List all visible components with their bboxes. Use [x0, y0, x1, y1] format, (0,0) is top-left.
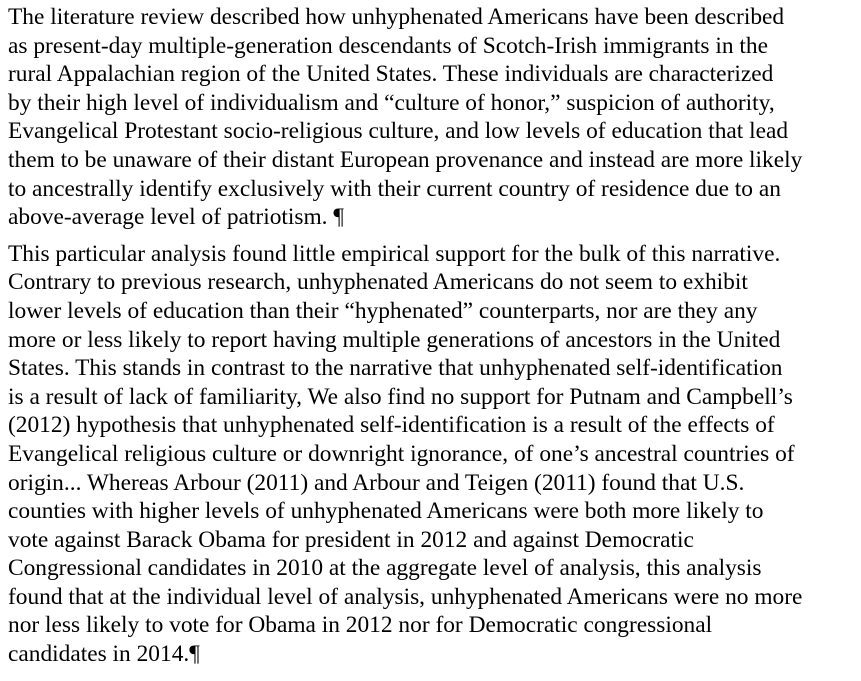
text-line: States. This stands in contrast to the narrative that unhyphenated self-identification: [8, 355, 783, 382]
text-line: Evangelical religious culture or downright ignorance, of one’s ancestral countries of: [8, 440, 795, 467]
text-line: The literature review described how unhyphenated Americans have been described: [8, 4, 785, 30]
text-line: as present-day multiple-generation descendants of Scotch-Irish immigrants in the: [8, 32, 768, 59]
text-line: origin... Whereas Arbour (2011) and Arbour and Teigen (2011) found that U.S.: [8, 469, 745, 496]
text-line: by their high level of individualism and “culture of honor,” suspicion of authority,: [8, 89, 775, 116]
text-line: more or less likely to report having multiple generations of ancestors in the United: [8, 326, 781, 353]
text-line: Evangelical Protestant socio-religious culture, and low levels of education that lead: [8, 118, 789, 145]
text-line: to ancestrally identify exclusively with their current country of residence due to an: [8, 175, 781, 202]
text-line: found that at the individual level of analysis, unhyphenated Americans were no more: [8, 583, 803, 610]
text-line: nor less likely to vote for Obama in 2012 nor for Democratic congressional: [8, 612, 713, 639]
text-line: is a result of lack of familiarity, We also find no support for Putnam and Campbell’s: [8, 383, 793, 410]
text-line: them to be unaware of their distant European provenance and instead are more likely: [8, 146, 803, 173]
text-line: Congressional candidates in 2010 at the aggregate level of analysis, this analysis: [8, 555, 762, 582]
text-line: counties with higher levels of unhyphenated Americans were both more likely to: [8, 498, 764, 525]
text-line: (2012) hypothesis that unhyphenated self-identification is a result of the effects of: [8, 412, 775, 439]
text-line: This particular analysis found little empirical support for the bulk of this narrative.: [8, 240, 781, 267]
text-line: vote against Barack Obama for president in 2012 and against Democratic: [8, 526, 694, 553]
paragraph-analysis-findings: [8, 240, 857, 669]
paragraph-literature-review: [8, 3, 857, 232]
text-line: candidates in 2014.¶: [8, 641, 200, 668]
text-line: lower levels of education than their “hyphenated” counterparts, nor are they any: [8, 297, 758, 324]
text-line: above-average level of patriotism. ¶: [8, 204, 344, 231]
text-line: Contrary to previous research, unhyphenated Americans do not seem to exhibit: [8, 269, 748, 296]
text-line: rural Appalachian region of the United States. These individuals are characterized: [8, 61, 774, 88]
